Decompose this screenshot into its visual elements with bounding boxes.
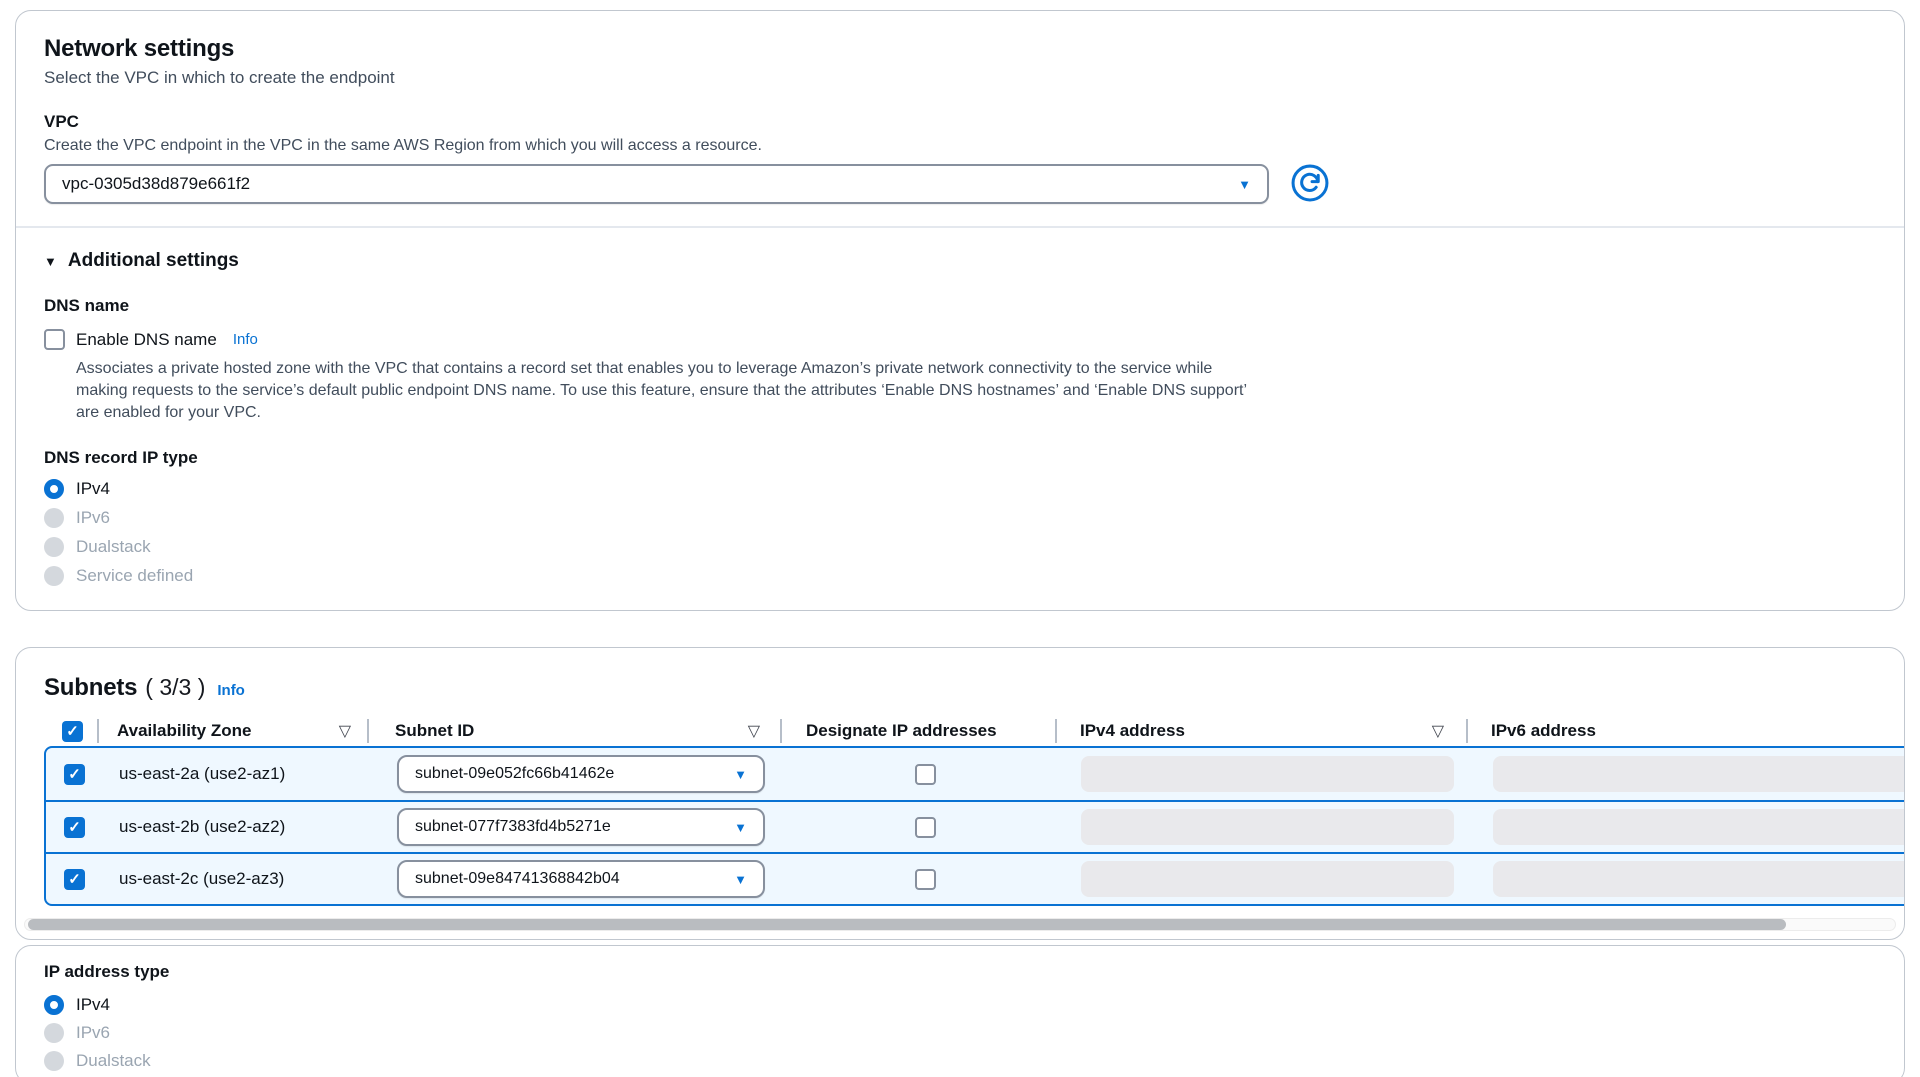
dns-record-ip-type-label: DNS record IP type <box>44 448 198 467</box>
vpc-control-row <box>44 164 1876 204</box>
sort-icon[interactable]: ▽ <box>1431 723 1444 740</box>
column-header-availability-zone: Availability Zone <box>117 721 252 740</box>
checkmark-icon: ✓ <box>68 765 81 783</box>
designate-ip-checkbox[interactable] <box>915 817 936 838</box>
column-header-ipv6: IPv6 address <box>1491 721 1596 740</box>
network-settings-title: Network settings <box>44 35 235 62</box>
chevron-down-icon: ▼ <box>734 871 747 887</box>
network-settings-card <box>15 10 1905 611</box>
table-row <box>46 852 1905 904</box>
radio-dns-ipv4[interactable]: IPv4 <box>44 479 1876 499</box>
subnets-count: ( 3/3 ) <box>145 674 206 700</box>
subnets-table <box>44 702 1905 906</box>
sort-icon[interactable]: ▽ <box>747 723 760 740</box>
section-divider <box>16 226 1904 228</box>
radio-selected-icon <box>44 995 64 1015</box>
row-checkbox[interactable] <box>64 869 85 890</box>
subnet-select-value: subnet-077f7383fd4b5271e <box>415 818 611 835</box>
scrollbar-thumb[interactable] <box>28 919 1786 930</box>
refresh-icon <box>1291 164 1329 205</box>
subnets-selected-rows <box>44 746 1905 906</box>
radio-ip-ipv6: IPv6 <box>44 1023 1876 1043</box>
subnet-select-value: subnet-09e052fc66b41462e <box>415 765 615 782</box>
subnets-table-header <box>44 716 1905 746</box>
dns-name-description: Associates a private hosted zone with the VPC that contains a record set that enables you to leverage Amazon’s private network connectivity to the service while making requests to the service’s default public endpoint DNS name. To use this feature, ensure that the attributes ‘Enable DNS hostnames’ and ‘Enable DNS support’ are enabled for your VPC. <box>76 360 1247 421</box>
designate-ip-checkbox[interactable] <box>915 869 936 890</box>
sort-icon[interactable]: ▽ <box>338 723 351 740</box>
vpc-description: Create the VPC endpoint in the VPC in the same AWS Region from which you will access a resource. <box>44 137 762 154</box>
refresh-button[interactable] <box>1291 164 1329 204</box>
column-header-designate-ip: Designate IP addresses <box>806 721 997 740</box>
ipv4-address-input <box>1081 809 1454 845</box>
chevron-down-icon: ▼ <box>734 766 747 782</box>
radio-disabled-icon <box>44 1023 64 1043</box>
radio-ip-ipv4[interactable]: IPv4 <box>44 995 1876 1015</box>
row-checkbox[interactable] <box>64 764 85 785</box>
column-header-ipv4: IPv4 address <box>1080 721 1185 740</box>
enable-dns-name-label: Enable DNS name <box>76 329 217 349</box>
chevron-down-icon: ▼ <box>734 819 747 835</box>
radio-selected-icon <box>44 479 64 499</box>
ip-address-type-group <box>44 995 1876 1071</box>
checkmark-icon: ✓ <box>68 870 81 888</box>
subnet-select[interactable] <box>397 755 765 793</box>
subnets-heading <box>44 674 1876 702</box>
vpc-select-value: vpc-0305d38d879e661f2 <box>62 174 251 193</box>
subnet-select[interactable] <box>397 860 765 898</box>
ipv6-address-input <box>1493 809 1905 845</box>
designate-ip-checkbox[interactable] <box>915 764 936 785</box>
table-row <box>46 748 1905 800</box>
ip-address-type-label: IP address type <box>44 962 170 981</box>
radio-dns-dualstack: Dualstack <box>44 537 1876 557</box>
radio-disabled-icon <box>44 1051 64 1071</box>
column-header-subnet-id: Subnet ID <box>395 721 475 740</box>
dns-name-label: DNS name <box>44 296 130 315</box>
select-all-checkbox[interactable] <box>62 721 83 742</box>
ipv4-address-input <box>1081 861 1454 897</box>
ipv6-address-input <box>1493 861 1905 897</box>
ipv6-address-input <box>1493 756 1905 792</box>
availability-zone-cell: us-east-2b (use2-az2) <box>119 817 286 836</box>
horizontal-scrollbar[interactable] <box>24 918 1896 931</box>
radio-dns-ipv6: IPv6 <box>44 508 1876 528</box>
radio-disabled-icon <box>44 566 64 586</box>
radio-disabled-icon <box>44 508 64 528</box>
vpc-label: VPC <box>44 112 79 131</box>
enable-dns-name-checkbox[interactable] <box>44 329 65 350</box>
table-row <box>46 800 1905 852</box>
checkmark-icon: ✓ <box>66 722 79 740</box>
additional-settings-toggle[interactable] <box>44 250 1876 272</box>
chevron-down-icon: ▼ <box>1238 176 1251 192</box>
ip-address-type-card <box>15 945 1905 1077</box>
dns-record-ip-type-group <box>44 479 1876 586</box>
additional-settings-title: Additional settings <box>67 250 239 271</box>
checkmark-icon: ✓ <box>68 818 81 836</box>
row-checkbox[interactable] <box>64 817 85 838</box>
radio-disabled-icon <box>44 537 64 557</box>
subnets-info-link[interactable]: Info <box>217 682 245 699</box>
subnets-title: Subnets <box>44 674 138 701</box>
network-settings-subtitle: Select the VPC in which to create the endpoint <box>44 68 395 87</box>
enable-dns-name-row <box>44 329 1876 350</box>
expand-triangle-icon: ▼ <box>44 253 57 269</box>
subnet-select-value: subnet-09e84741368842b04 <box>415 870 620 887</box>
subnet-select[interactable] <box>397 808 765 846</box>
radio-ip-dualstack: Dualstack <box>44 1051 1876 1071</box>
radio-dns-service-defined: Service defined <box>44 566 1876 586</box>
dns-name-info-link[interactable]: Info <box>232 331 258 348</box>
availability-zone-cell: us-east-2c (use2-az3) <box>119 869 285 888</box>
availability-zone-cell: us-east-2a (use2-az1) <box>119 764 286 783</box>
ipv4-address-input <box>1081 756 1454 792</box>
vpc-select[interactable] <box>44 164 1269 204</box>
subnets-card <box>15 647 1905 940</box>
